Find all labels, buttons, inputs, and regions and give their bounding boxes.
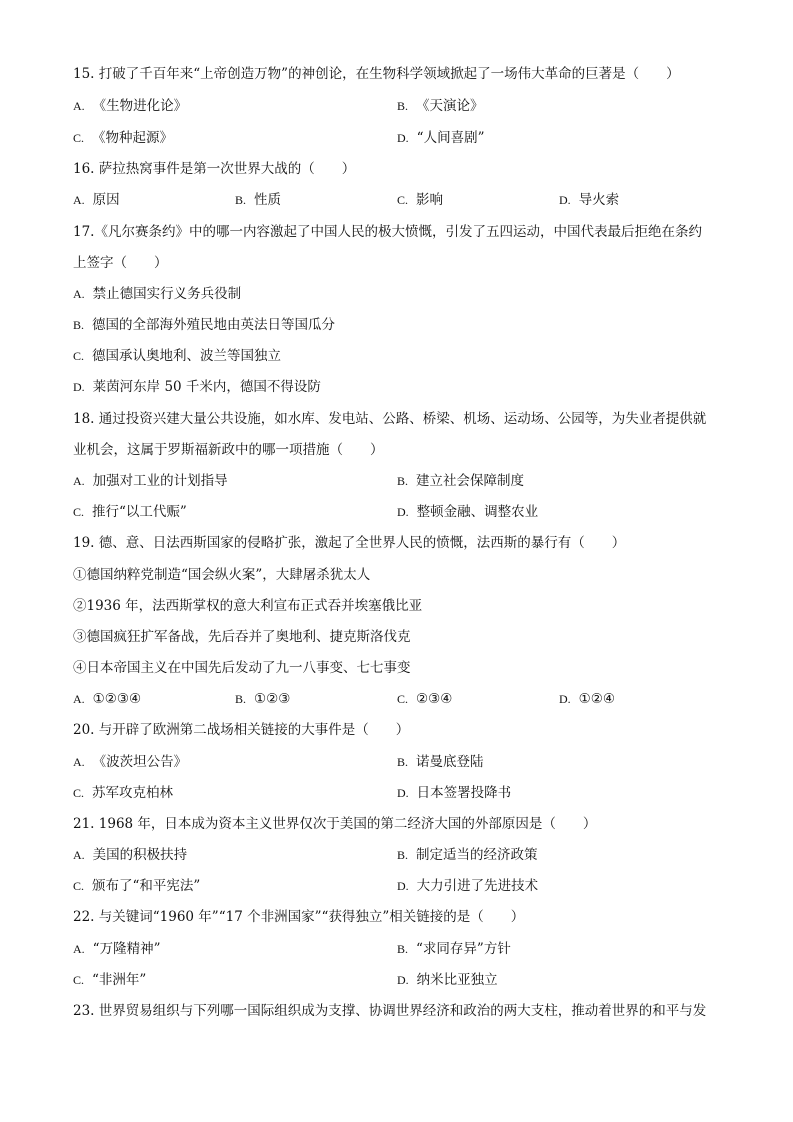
question-17-stem-line-1: 17.《凡尔赛条约》中的哪一内容激起了中国人民的极大愤慨，引发了五四运动，中国代表最后拒绝在条约 xyxy=(73,224,702,240)
question-19-option-d: D. ①②④ xyxy=(559,691,615,707)
question-19-option-a: A. ①②③④ xyxy=(73,691,142,707)
question-23-stem: 23. 世界贸易组织与下列哪一国际组织成为支撑、协调世界经济和政治的两大支柱，推动着世界的和平与发 xyxy=(73,1003,707,1019)
question-18-option-d: D. 整顿金融、调整农业 xyxy=(397,504,539,520)
question-19-item-3: ③德国疯狂扩军备战，先后吞并了奥地利、捷克斯洛伐克 xyxy=(73,629,411,645)
question-21-option-b: B. 制定适当的经济政策 xyxy=(397,847,538,863)
question-21-stem: 21. 1968 年，日本成为资本主义世界仅次于美国的第二经济大国的外部原因是（ ） xyxy=(73,816,597,832)
question-20-option-a: A. 《波茨坦公告》 xyxy=(73,754,188,770)
question-20-stem: 20. 与开辟了欧洲第二战场相关链接的大事件是（ ） xyxy=(73,722,410,738)
question-22-stem: 22. 与关键词“1960 年”“17 个非洲国家”“获得独立”相关链接的是（ ） xyxy=(73,909,525,925)
question-17-stem-line-2: 上签字（ ） xyxy=(73,255,168,271)
question-16-option-c: C. 影响 xyxy=(397,192,444,208)
question-19-option-c: C. ②③④ xyxy=(397,691,453,707)
question-22-option-c: C. “非洲年” xyxy=(73,972,147,988)
question-15-stem: 15. 打破了千百年来“上帝创造万物”的神创论，在生物科学领域掀起了一场伟大革命的巨著是（ ） xyxy=(73,66,680,82)
question-15-option-d: D. “人间喜剧” xyxy=(397,130,485,146)
question-22-option-d: D. 纳米比亚独立 xyxy=(397,972,498,988)
question-17-option-d: D. 莱茵河东岸 50 千米内，德国不得设防 xyxy=(73,379,321,395)
question-18-option-b: B. 建立社会保障制度 xyxy=(397,473,525,489)
question-17-option-b: B. 德国的全部海外殖民地由英法日等国瓜分 xyxy=(73,317,336,333)
question-18-stem-line-2: 业机会，这属于罗斯福新政中的哪一项措施（ ） xyxy=(73,442,384,458)
question-21-option-c: C. 颁布了“和平宪法” xyxy=(73,878,201,894)
question-18-stem-line-1: 18. 通过投资兴建大量公共设施，如水库、发电站、公路、桥梁、机场、运动场、公园等，为失业者提供就 xyxy=(73,411,707,427)
question-18-option-c: C. 推行“以工代赈” xyxy=(73,504,187,520)
question-19-item-2: ②1936 年，法西斯掌权的意大利宣布正式吞并埃塞俄比亚 xyxy=(73,598,423,614)
question-15-option-b: B. 《天演论》 xyxy=(397,98,484,114)
question-19-stem-line-1: 19. 德、意、日法西斯国家的侵略扩张，激起了全世界人民的愤慨，法西斯的暴行有（ ） xyxy=(73,535,626,551)
question-21-option-d: D. 大力引进了先进技术 xyxy=(397,878,539,894)
question-20-option-b: B. 诺曼底登陆 xyxy=(397,754,484,770)
question-22-option-a: A. “万隆精神” xyxy=(73,941,161,957)
question-20-option-d: D. 日本签署投降书 xyxy=(397,785,512,801)
question-20-option-c: C. 苏军攻克柏林 xyxy=(73,785,174,801)
question-21-option-a: A. 美国的积极扶持 xyxy=(73,847,188,863)
question-17-option-c: C. 德国承认奥地利、波兰等国独立 xyxy=(73,348,282,364)
question-22-option-b: B. “求同存异”方针 xyxy=(397,941,511,957)
question-16-option-d: D. 导火索 xyxy=(559,192,620,208)
question-16-option-a: A. 原因 xyxy=(73,192,120,208)
question-19-item-4: ④日本帝国主义在中国先后发动了九一八事变、七七事变 xyxy=(73,660,411,676)
question-18-option-a: A. 加强对工业的计划指导 xyxy=(73,473,228,489)
question-19-option-b: B. ①②③ xyxy=(235,691,291,707)
question-16-option-b: B. 性质 xyxy=(235,192,282,208)
question-19-item-1: ①德国纳粹党制造“国会纵火案”，大肆屠杀犹太人 xyxy=(73,567,371,583)
question-17-option-a: A. 禁止德国实行义务兵役制 xyxy=(73,286,242,302)
question-16-stem: 16. 萨拉热窝事件是第一次世界大战的（ ） xyxy=(73,161,356,177)
question-15-option-a: A. 《生物进化论》 xyxy=(73,98,188,114)
question-15-option-c: C. 《物种起源》 xyxy=(73,130,174,146)
